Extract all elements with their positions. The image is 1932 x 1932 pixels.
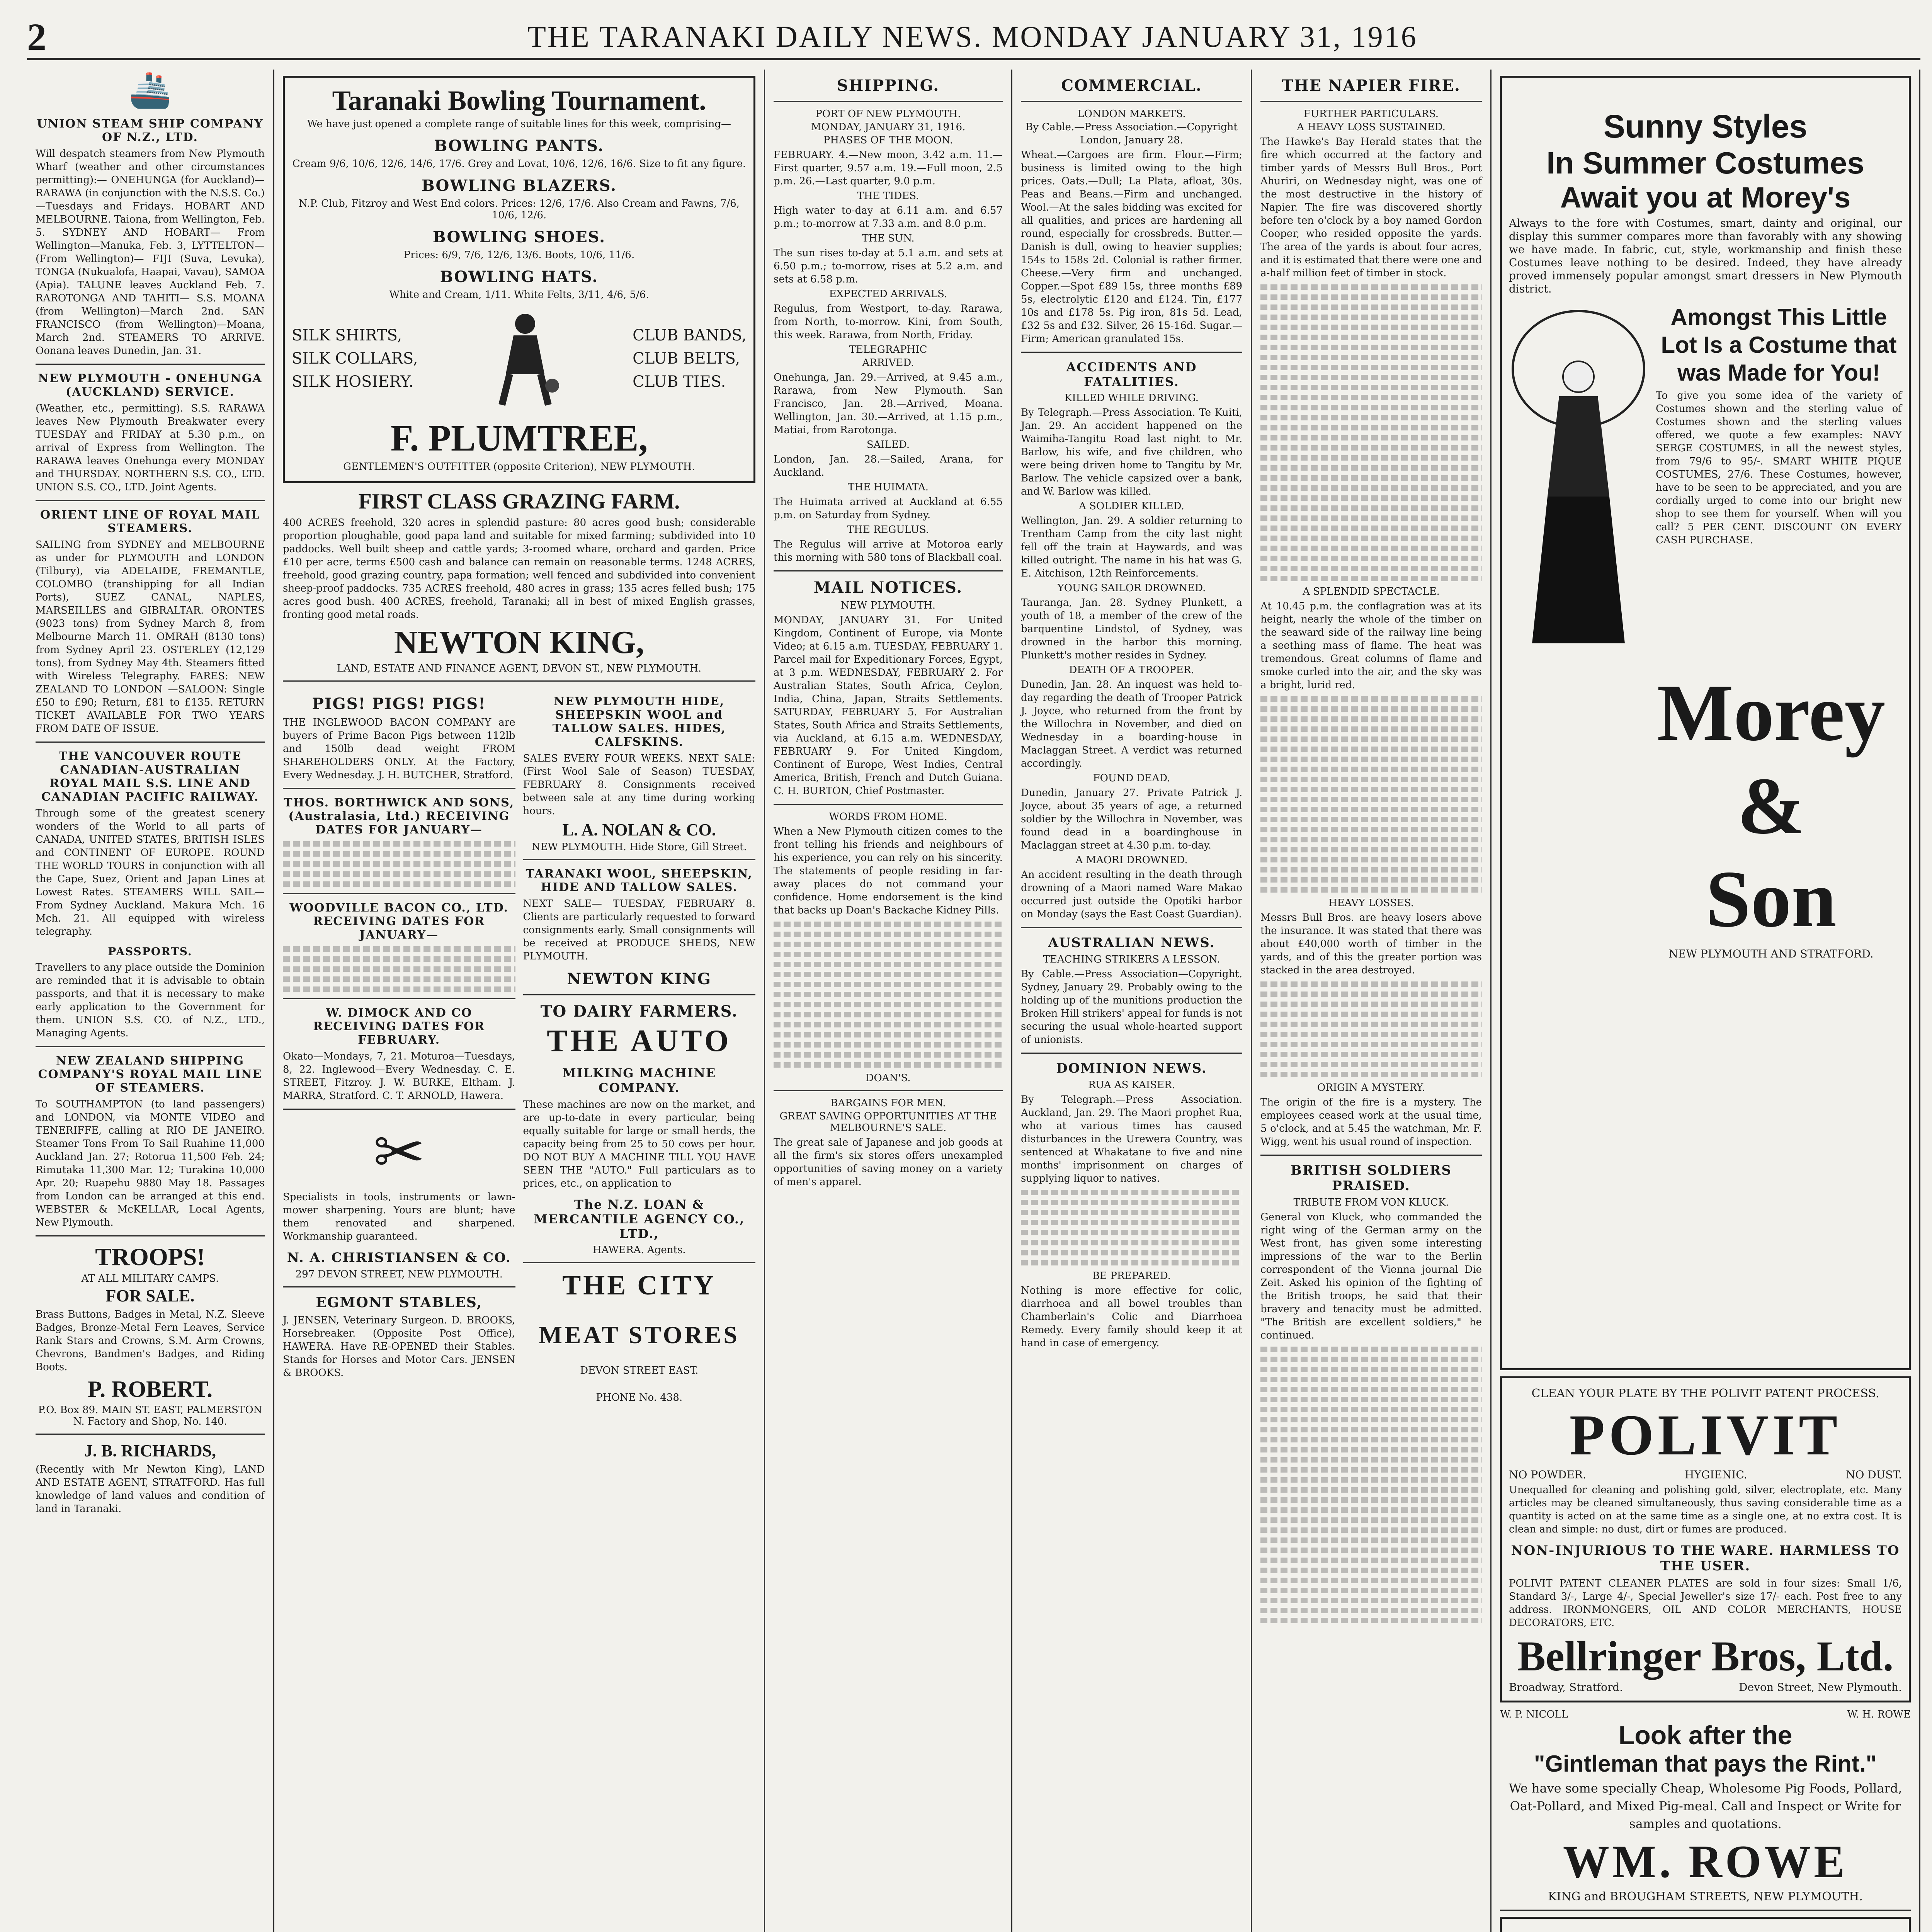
divider — [523, 994, 756, 995]
mail-title: MAIL NOTICES. — [813, 578, 963, 597]
divider — [1021, 1053, 1242, 1054]
words-text: When a New Plymouth citizen comes to the front telling his friends and neighbours of his experience, you can rely on his sincerity. The statements of people residing in far-away places do not command your confidence. Home endorsement is the kind that backs up Doan's Backache Kidney Pills. — [774, 826, 1003, 916]
lady-illustration — [1509, 303, 1648, 651]
pigs-title: PIGS! PIGS! PIGS! — [312, 695, 486, 713]
troops-title: TROOPS! — [95, 1243, 205, 1270]
list-item: CLUB BANDS, — [633, 327, 747, 344]
maori-text: An accident resulting in the death through drowning of a Maori named Ware Makao occurred just outside the Opotiki harbor on Monday (says the East Coast Guardian). — [1021, 869, 1242, 920]
text-lines — [1021, 1190, 1242, 1265]
divider — [283, 998, 515, 999]
list-item: SILK HOSIERY. — [292, 373, 414, 391]
divider — [774, 570, 1003, 571]
hides-title: NEW PLYMOUTH HIDE, SHEEPSKIN WOOL and TALLOW SALES. HIDES, CALFSKINS. — [552, 695, 726, 749]
phone-number: PHONE No. 438. — [596, 1392, 683, 1403]
polivit-feature: HYGIENIC. — [1685, 1468, 1747, 1481]
loan-title: The N.Z. LOAN & MERCANTILE AGENCY CO., LTD., — [534, 1197, 745, 1241]
text-lines — [1260, 981, 1482, 1077]
accidents-title: ACCIDENTS AND FATALITIES. — [1066, 360, 1197, 389]
divider — [1260, 1155, 1482, 1156]
regulus-text: The Regulus will arrive at Motoroa early this morning with 580 tons of Blackball coal. — [774, 539, 1003, 563]
scissors-text: Specialists in tools, instruments or lawn-mower sharpening. Yours are blunt; have them renovated and sharpened. Workmanship guaranteed. — [283, 1191, 515, 1242]
found-text: Dunedin, January 27. Private Patrick J. Joyce, about 35 years of age, a returned soldier by the Willochra in November, was found dead in a boardinghouse in Maclaggan street at 4.30 p.m. to-day. — [1021, 787, 1242, 851]
rowe-tag: Look after the — [1618, 1721, 1793, 1750]
egmont-title: EGMONT STABLES, — [316, 1294, 483, 1311]
date-line: MONDAY, JANUARY 31, 1916. — [811, 121, 966, 133]
dairy-title: TO DAIRY FARMERS. — [540, 1002, 738, 1020]
plumtree-sub: GENTLEMEN'S OUTFITTER (opposite Criterion), NEW PLYMOUTH. — [343, 461, 695, 473]
christiansen-name: N. A. CHRISTIANSEN & CO. — [287, 1250, 511, 1265]
divider — [36, 1434, 265, 1435]
farm-text: 400 ACRES freehold, 320 acres in splendid pasture: 80 acres good bush; considerable proportion ploughable, good papa land and suitable for mixed farming; subdivided into 10 paddocks. Well built sheep and cattle yards; 3-roomed whare, orchard and garden. Price £10 per acre, terms £500 cash and balance can remain on reasonable terms. 1248 ACRES, freehold, good grazing country, papa formation; well fenced and subdivided into convenient sheep-proof paddocks. 735 ACRES freehold, 480 acres in grass; 135 acres felled bush; 175 acres good bush. 400 ACRES, freehold, Taranaki; all in best of mixed English grasses, fronting good metal roads. — [283, 517, 755, 621]
masthead — [27, 15, 1920, 60]
usc-text: Will despatch steamers from New Plymouth Wharf (weather and other circumstances permitting):— ONEHUNGA (for Auckland)— RARAWA (in conjunction with the N.S.S. Co.)—Tuesdays and Fridays. HOBART AND MELBOURNE. Taiona, from Wellington, Feb. 5. SYDNEY AND HOBART— From Wellington—Manuka, Feb. 3, LYTTELTON— (From Wellington)— FIJI (Suva, Levuka), TONGA (Nukualofa, Haapai, Vavau), SAMOA (Apia). TALUNE leaves Auckland Feb. 7. RAROTONGA AND TAHITI— S.S. MOANA (from Wellington)—March 2nd. SAN FRANCISCO (from Wellington)—Moana, March 2nd. STEAMERS TO ARRIVE. Oonana leaves Dunedin, Jan. 31. — [36, 148, 265, 357]
woodville-title: WOODVILLE BACON CO., LTD. RECEIVING DATES FOR JANUARY— — [289, 901, 509, 942]
london-date: London, January 28. — [1080, 134, 1183, 146]
shoes-text: Prices: 6/9, 7/6, 12/6, 13/6. Boots, 10/6, 11/6. — [403, 249, 635, 261]
maori-title: A MAORI DROWNED. — [1075, 854, 1188, 866]
text-lines — [283, 946, 515, 992]
nzsc-title: NEW ZEALAND SHIPPING COMPANY'S ROYAL MAIL LINE OF STEAMERS. — [38, 1054, 262, 1095]
taranaki-wool-title: TARANAKI WOOL, SHEEPSKIN, HIDE AND TALLOW SALES. — [526, 867, 753, 894]
bargains-text: The great sale of Japanese and job goods at all the firm's six stores offers unexampled opportunities of saving money on a variety of men's apparel. — [774, 1137, 1003, 1188]
press-line: By Cable.—Press Association.—Copyright — [1026, 121, 1238, 133]
divider — [283, 893, 515, 894]
kluck-text: General von Kluck, who commanded the right wing of the German army on the West front, has given some interesting impressions of the war to the Berlin correspondent of the Vienna journal Die Zeit. Asked his opinion of the fighting of the British troops, he said that their bravery and tenacity must be admitted. "The British are excellent soldiers," he continued. — [1260, 1211, 1482, 1341]
morey-ad — [1500, 76, 1911, 1370]
rowe-text: We have some specially Cheap, Wholesome Pig Foods, Pollard, Oat-Pollard, and Mixed Pig-meal. Call and Inspect or Write for samples and quotations. — [1509, 1781, 1902, 1831]
divider — [36, 1235, 265, 1236]
doans: DOAN'S. — [866, 1072, 911, 1084]
await-headline: Await you at Morey's — [1560, 181, 1851, 214]
fire-title: THE NAPIER FIRE. — [1282, 77, 1461, 95]
nolan-name: L. A. NOLAN & CO. — [562, 820, 716, 839]
city-title: THE CITY — [562, 1270, 716, 1301]
fire-text: The Hawke's Bay Herald states that the fire which occurred at the factory and timber yards of Messrs Bull Bros., Port Ahuriri, on Wednesday night, was one of the most destructive in the history of Napier. The fire was discovered shortly before ten o'clock by a boy named Gordon Cooper, who resided opposite the yards. The area of the yards is about four acres, and it is estimated that there were one and a-half million feet of timber in stock. — [1260, 136, 1482, 279]
morey-sub: NEW PLYMOUTH AND STRATFORD. — [1668, 947, 1874, 960]
column-1 — [27, 70, 274, 1932]
divider — [283, 1286, 515, 1287]
borthwick-title: THOS. BORTHWICK AND SONS, (Australasia, Ltd.) RECEIVING DATES FOR JANUARY— — [284, 796, 515, 837]
hats-text: White and Cream, 1/11. White Felts, 3/11, 4/6, 5/6. — [389, 289, 649, 301]
list-item: SILK SHIRTS, — [292, 327, 402, 344]
rowe-addr: KING and BROUGHAM STREETS, NEW PLYMOUTH. — [1548, 1890, 1863, 1903]
lady-illustration-svg — [1509, 303, 1648, 651]
bellringer-addr: Devon Street, New Plymouth. — [1739, 1681, 1902, 1694]
polivit-ad — [1500, 1376, 1911, 1702]
pigs-text: THE INGLEWOOD BACON COMPANY are buyers of Prime Bacon Pigs between 112lb and 150lb dead weight FROM SHAREHOLDERS ONLY. At the Factory, Every Wednesday. J. H. BUTCHER, Stratford. — [283, 717, 515, 781]
driving-title: KILLED WHILE DRIVING. — [1064, 392, 1199, 404]
divider — [774, 1090, 1003, 1091]
divider — [36, 500, 265, 501]
text-lines — [1260, 284, 1482, 581]
blazers-text: N.P. Club, Fitzroy and West End colors. Prices: 12/6, 17/6. Also Cream and Fawns, 7/6, 10/6, 12/6. — [299, 198, 740, 221]
tides-title: THE TIDES. — [857, 190, 919, 202]
mail-text: MONDAY, JANUARY 31. For United Kingdom, Continent of Europe, via Monte Video; at 6.15 a.m. TUESDAY, FEBRUARY 1. Parcel mail for Expeditionary Forces, Egypt, at 3 p.m. WEDNESDAY, FEBRUARY 2. For Australian States, South Africa, Ceylon, India, China, Japan, Straits Settlements. SATURDAY, FEBRUARY 5. For Australian States, South Africa and Straits Settlements, via Auckland, at 6.15 a.m. WEDNESDAY, FEBRUARY 9. For United Kingdom, Continent of Europe, West Indies, Central America, British, French and Dutch Guiana. C. H. BURTON, Chief Postmaster. — [774, 614, 1003, 797]
divider — [36, 742, 265, 743]
text-lines — [774, 922, 1003, 1068]
words-title: WORDS FROM HOME. — [829, 811, 947, 823]
robert-name: P. ROBERT. — [88, 1376, 213, 1402]
plumtree-name: F. PLUMTREE, — [390, 417, 648, 459]
dimock-title: W. DIMOCK AND CO RECEIVING DATES FOR FEBRUARY. — [313, 1006, 485, 1047]
auto-sub: MILKING MACHINE COMPANY. — [562, 1066, 716, 1095]
sun-text: The sun rises to-day at 5.1 a.m. and sets at 6.50 p.m.; to-morrow, rises at 5.2 a.m. and sets at 6.58 p.m. — [774, 247, 1003, 285]
polivit-name: POLIVIT — [1569, 1403, 1842, 1467]
morey-name: Morey & — [1657, 668, 1885, 851]
taranaki-wool-text: NEXT SALE— TUESDAY, FEBRUARY 8. Clients are particularly requested to forward consignments early. Small consignments will be received at PRODUCE SHEDS, NEW PLYMOUTH. — [523, 898, 755, 962]
divider — [774, 101, 1003, 102]
divider — [523, 859, 756, 860]
expected-text: Regulus, from Westport, to-day. Rarawa, from North, to-morrow. Kini, from South, this week. Rarawa, from North, Friday. — [774, 303, 1003, 341]
furniture-ad — [1500, 1917, 1911, 1932]
divider — [523, 1262, 756, 1263]
british-title: BRITISH SOLDIERS PRAISED. — [1291, 1163, 1452, 1194]
steamship-icon: 🚢 — [128, 70, 172, 110]
bowling-ad — [283, 76, 755, 483]
divider — [283, 680, 755, 682]
tides-text: High water to-day at 6.11 a.m. and 6.57 p.m.; to-morrow at 7.33 a.m. and 8.0 p.m. — [774, 205, 1003, 230]
telegraphic-title: TELEGRAPHIC — [849, 344, 927, 355]
driving-text: By Telegraph.—Press Association. Te Kuiti, Jan. 29. An accident happened on the Waimiha-Tangitu Road last night to Mr. Barlow, his wife, and five children, who were being driven home to Tangitu by Mr. Barlow. The vehicle capsized over a bank, and W. Barlow was killed. — [1021, 407, 1242, 497]
christiansen-sub: 297 DEVON STREET, NEW PLYMOUTH. — [295, 1269, 503, 1280]
sailor-text: Tauranga, Jan. 28. Sydney Plunkett, a youth of 18, a member of the crew of the barquentine Lindstol, of Sydney, was drowned in the harbor this morning. Plunkett's mother resides in Sydney. — [1021, 597, 1242, 661]
couch-illustration — [1509, 1926, 1685, 1932]
sailed-text: London, Jan. 28.—Sailed, Arana, for Auckland. — [774, 454, 1003, 478]
rua-text: By Telegraph.—Press Association. Auckland, Jan. 29. The Maori prophet Rua, who at various times has caused disturbances in the Urewera Country, was sentenced at Whakatane to five and nine months' imprisonment on charges of supplying liquor to natives. — [1021, 1094, 1242, 1184]
trooper-title: DEATH OF A TROOPER. — [1069, 664, 1194, 676]
amongst-headline: Amongst This Little Lot Is a Costume that was Made for You! — [1661, 304, 1897, 386]
moon-title: PHASES OF THE MOON. — [823, 134, 953, 146]
orient-title: ORIENT LINE OF ROYAL MAIL STEAMERS. — [40, 508, 260, 535]
amongst-text: To give you some idea of the variety of Costumes shown and the sterling value of Costumes shown and the sterling values offered, we quote a few examples: NAVY SERGE COSTUMES, in all the newest styles, from 79/6 to 95/-. SMART WHITE PIQUE COSTUMES, 27/6. These Costumes, however, have to be seen to be appreciated, and you are cordially urged to come into our bright new shop to see them for yourself. When will you call? 5 PER CENT. DISCOUNT ON EVERY CASH PURCHASE. — [1656, 390, 1902, 546]
robert-addr: P.O. Box 89. MAIN ST. EAST, PALMERSTON N. Factory and Shop, No. 140. — [38, 1404, 262, 1427]
huimata-text: The Huimata arrived at Auckland at 6.55 p.m. on Saturday from Sydney. — [774, 496, 1003, 521]
text-lines — [283, 841, 515, 887]
polivit-feature: NO DUST. — [1845, 1468, 1902, 1481]
rowe-name: WM. ROWE — [1563, 1836, 1848, 1887]
bowling-title: Taranaki Bowling Tournament. — [332, 85, 706, 116]
divider — [1021, 927, 1242, 928]
column-4 — [1012, 70, 1252, 1932]
divider — [283, 788, 515, 789]
kluck-title: TRIBUTE FROM VON KLUCK. — [1293, 1197, 1449, 1208]
arrived-title: ARRIVED. — [862, 357, 914, 369]
sun-title: THE SUN. — [862, 233, 915, 244]
strikers-title: TEACHING STRIKERS A LESSON. — [1043, 954, 1220, 965]
rowe-ad — [1500, 1709, 1911, 1903]
list-item: CLUB BELTS, — [633, 350, 740, 367]
bargains-title: BARGAINS FOR MEN. — [830, 1097, 946, 1109]
mail-sub: NEW PLYMOUTH. — [840, 600, 936, 611]
origin-text: The origin of the fire is a mystery. The employees ceased work at the usual time, 5 o'clock, and at 5.45 the watchman, Mr. F. Wigg, went his usual round of inspection. — [1260, 1097, 1482, 1148]
passports-title: PASSPORTS. — [108, 945, 192, 958]
list-item: SILK COLLARS, — [292, 350, 418, 367]
polivit-top: CLEAN YOUR PLATE BY THE POLIVIT PATENT PROCESS. — [1531, 1387, 1879, 1400]
found-title: FOUND DEAD. — [1093, 772, 1170, 784]
losses-title: HEAVY LOSSES. — [1328, 897, 1414, 909]
text-lines — [1260, 1347, 1482, 1623]
sunny-headline: Sunny Styles — [1603, 108, 1808, 145]
rowe-head: W. P. NICOLL — [1500, 1709, 1568, 1720]
nzsc-text: To SOUTHAMPTON (to land passengers) and LONDON, via MONTE VIDEO and TENERIFFE, calling at RIO DE JANEIRO. Steamer Tons From To Sail Ruahine 11,000 Auckland Jan. 27; Rotorua 11,500 Feb. 24; Rimutaka 11,300 Mar. 12; Turakina 10,000 Apr. 20; Ruapehu 9880 May 18. Passages from London can be arranged at this end. WEBSTER & McKELLAR, Local Agents, New Plymouth. — [36, 1099, 265, 1228]
polivit-feature: NO POWDER. — [1509, 1468, 1586, 1481]
soldier-title: A SOLDIER KILLED. — [1079, 500, 1184, 512]
dominion-title: DOMINION NEWS. — [1056, 1061, 1207, 1076]
column-5 — [1252, 70, 1492, 1932]
troops-sub: AT ALL MILITARY CAMPS. — [81, 1273, 219, 1284]
nolan-sub: NEW PLYMOUTH. Hide Store, Gill Street. — [531, 841, 747, 853]
meat-sub: DEVON STREET EAST. — [580, 1365, 699, 1376]
pants-title: BOWLING PANTS. — [434, 137, 604, 155]
column-2 — [274, 70, 765, 1932]
vancouver-text: Through some of the greatest scenery wonders of the World to all parts of CANADA, UNITED STATES, BRITISH ISLES and CONTINENT OF EUROPE. ROUND THE WORLD TOURS in conjunction with all the Cape, Suez, Orient and Japan Lines at Lowest Rates. STEAMERS WILL SAIL— From Sydney Auckland. Makura Mch. 16 Mch. 21. All equipped with wireless telegraphy. — [36, 808, 265, 937]
column-6 — [1492, 70, 1920, 1932]
auto-title: THE AUTO — [547, 1024, 732, 1058]
blazers-title: BOWLING BLAZERS. — [421, 177, 617, 195]
vancouver-title: THE VANCOUVER ROUTE CANADIAN-AUSTRALIAN ROYAL MAIL S.S. LINE AND CANADIAN PACIFIC RAILWAY. — [41, 750, 259, 804]
summer-headline: In Summer Costumes — [1546, 146, 1864, 180]
farm-title: FIRST CLASS GRAZING FARM. — [358, 490, 680, 514]
shipping-title: SHIPPING. — [837, 77, 940, 95]
son-name: Son — [1706, 854, 1837, 944]
newtonking-2: NEWTON KING — [567, 970, 711, 988]
spectacle-text: At 10.45 p.m. the conflagration was at its height, nearly the whole of the timber on the seaward side of the railway line being a seething mass of flame. The heat was tremendous. Great columns of flame and smoke curled into the air, and the sky was a bright, lurid red. — [1260, 600, 1482, 691]
polivit-text: Unequalled for cleaning and polishing gold, silver, electroplate, etc. Many articles may be cleaned simultaneously, thus saving considerable time as a quantity is acted on at the same time as a single one, at no extra cost. It is clean and simple: no dust, dirt or fumes are produced. — [1509, 1484, 1902, 1535]
port-title: PORT OF NEW PLYMOUTH. — [815, 108, 961, 120]
prepared-title: BE PREPARED. — [1092, 1270, 1171, 1282]
divider — [1500, 1910, 1911, 1911]
divider — [774, 804, 1003, 805]
scissors-icon: ✂ — [373, 1116, 425, 1188]
dimock-text: Okato—Mondays, 7, 21. Moturoa—Tuesdays, 8, 22. Inglewood—Every Wednesday. C. E. STREET, Fitzroy. J. W. BURKE, Eltham. J. MARRA, Stratford. C. T. ARNOLD, Hawera. — [283, 1051, 515, 1102]
divider — [36, 364, 265, 365]
bargains-sub: GREAT SAVING OPPORTUNITIES AT THE MELBOURNE'S SALE. — [779, 1111, 997, 1134]
strikers-text: By Cable.—Press Association—Copyright. Sydney, January 29. Probably owing to the holding up of the munitions production the Broken Hill strikers' appeal for funds is not securing the usual whole-hearted support of unionists. — [1021, 968, 1242, 1046]
divider — [1021, 101, 1242, 102]
hats-title: BOWLING HATS. — [440, 268, 599, 286]
nplo-text: (Weather, etc., permitting). S.S. RARAWA leaves New Plymouth Breakwater every TUESDAY and FRIDAY at 5.30 p.m., on arrival of Express from Wellington. The RARAWA leaves Onehunga every MONDAY and THURSDAY. NORTHERN S.S. CO., LTD. UNION S.S. CO., LTD. Joint Agents. — [36, 403, 265, 493]
rowe-head: W. H. ROWE — [1847, 1709, 1911, 1720]
pants-text: Cream 9/6, 10/6, 12/6, 14/6, 17/6. Grey and Lovat, 10/6, 12/6, 16/6. Size to fit any figure. — [292, 158, 746, 170]
commercial-title: COMMERCIAL. — [1061, 77, 1202, 95]
rua-title: RUA AS KAISER. — [1088, 1079, 1175, 1091]
list-item: CLUB TIES. — [633, 373, 726, 391]
divider — [1021, 352, 1242, 353]
expected-title: EXPECTED ARRIVALS. — [829, 288, 947, 300]
sunny-text: Always to the fore with Costumes, smart, dainty and original, our display this summer compares more than favorably with any showing we have made. In fabric, cut, style, workmanship and finish these Costumes leave nothing to be desired. Indeed, they have already proved immensely popular amongst smart dressers in New Plymouth district. — [1509, 217, 1902, 295]
sailor-title: YOUNG SAILOR DROWNED. — [1057, 582, 1206, 594]
origin-title: ORIGIN A MYSTERY. — [1317, 1082, 1425, 1094]
richards-text: (Recently with Mr Newton King), LAND AND ESTATE AGENT, STRATFORD. Has full knowledge of land values and condition of land in Taranaki. — [36, 1464, 265, 1515]
markets-text: Wheat.—Cargoes are firm. Flour.—Firm; business is limited owing to the high prices. Oats.—Dull; La Plata, afloat, 30s. Peas and Beans.—Firm and unchanged. Wool.—At the sales bidding was excited for all qualities, and prices are hardening all round, especially for crossbreds. Butter.—Danish is dull, owing to heavier supplies; 154s to 158s 2d. Colonial is rather firmer. Cheese.—Very firm and unchanged. Copper.—Spot £89 15s, three months £89 5s, electrolytic £120 and £124. Tin, £177 10s and £178 5s. Pig iron, 81s 5d. Lead, £32 5s and £32. Silver, 26 15-16d. Sugar.—Firm; American granulated 15s. — [1021, 149, 1242, 345]
bellringer-addr: Broadway, Stratford. — [1509, 1681, 1623, 1694]
richards-name: J. B. RICHARDS, — [84, 1441, 216, 1460]
newtonking-sub: LAND, ESTATE AND FINANCE AGENT, DEVON ST., NEW PLYMOUTH. — [337, 663, 702, 674]
aus-title: AUSTRALIAN NEWS. — [1048, 935, 1215, 951]
egmont-text: J. JENSEN, Veterinary Surgeon. D. BROOKS, Horsebreaker. (Opposite Post Office), HAWERA. Have RE-OPENED their Stables. Stands for Horses and Motor Cars. JENSEN & BROOKS. — [283, 1315, 515, 1379]
prepared-text: Nothing is more effective for colic, diarrhoea and all bowel troubles than Chamberlain's Colic and Diarrhoea Remedy. Every family should keep it at hand in case of emergency. — [1021, 1285, 1242, 1349]
usc-title: UNION STEAM SHIP COMPANY OF N.Z., LTD. — [37, 117, 264, 144]
losses-text: Messrs Bull Bros. are heavy losers above the insurance. It was stated that there was about £40,000 worth of timber in the yards, and of this the greater portion was stacked in the area destroyed. — [1260, 912, 1482, 976]
divider — [1260, 101, 1482, 102]
bowler-illustration — [486, 308, 564, 409]
spectacle-title: A SPLENDID SPECTACLE. — [1303, 586, 1440, 597]
loan-sub: HAWERA. Agents. — [592, 1244, 686, 1256]
page-number: 2 — [27, 15, 48, 58]
divider — [283, 1109, 515, 1110]
huimata-title: THE HUIMATA. — [847, 481, 929, 493]
rowe-tag-2: "Gintleman that pays the Rint." — [1534, 1751, 1877, 1777]
sailed-title: SAILED. — [866, 439, 910, 451]
bowling-intro: We have just opened a complete range of suitable lines for this week, comprising— — [307, 118, 731, 130]
regulus-title: THE REGULUS. — [847, 524, 929, 536]
orient-text: SAILING from SYDNEY and MELBOURNE as under for PLYMOUTH and LONDON (Tilbury), via ADELAIDE, FREMANTLE, COLOMBO (transhipping for all Indian Ports), SUEZ CANAL, NAPLES, MARSEILLES and GIBRALTAR. ORONTES (9023 tons) from Sydney March 8, from Melbourne March 11. OMRAH (8130 tons) from Sydney April 23. OSTERLEY (12,129 tons), from Sydney May 4th. Steamers fitted with Wireless Telegraphy. FARES: NEW ZEALAND TO LONDON —SALOON: Single £50 to £90; Return, £81 to £135. RETURN TICKET AVAILABLE FOR TWO YEARS FROM DATE OF ISSUE. — [36, 539, 265, 735]
nplo-title: NEW PLYMOUTH - ONEHUNGA (AUCKLAND) SERVICE. — [38, 372, 262, 399]
soldier-text: Wellington, Jan. 29. A soldier returning to Trentham Camp from the city last night fell off the train at Haywards, and was killed outright. The name in his hat was G. E. Aitchison, 12th Reinforcements. — [1021, 515, 1242, 579]
forsale-title: FOR SALE. — [105, 1286, 195, 1305]
meat-title: MEAT STORES — [539, 1321, 740, 1349]
shoes-title: BOWLING SHOES. — [432, 228, 606, 246]
further-title: FURTHER PARTICULARS. — [1303, 108, 1439, 120]
newtonking-name: NEWTON KING, — [394, 624, 645, 660]
moon-text: FEBRUARY. 4.—New moon, 3.42 a.m. 11.—First quarter, 9.57 a.m. 19.—Full moon, 2.5 p.m. 26.—Last quarter, 9.0 p.m. — [774, 149, 1003, 187]
polivit-text-2: POLIVIT PATENT CLEANER PLATES are sold in four sizes: Small 1/6, Standard 3/-, Large 4/-, Special Jeweller's size 17/- each. Post free to any address. IRONMONGERS, OIL AND COLOR MERCHANTS, HOUSE DECORATORS, ETC. — [1509, 1578, 1902, 1629]
trooper-text: Dunedin, Jan. 28. An inquest was held to-day regarding the death of Trooper Patrick J. Joyce, who returned from the front by the Willochra in November, and died on Wednesday in a boarding-house in Maclaggan Street. A verdict was returned accordingly. — [1021, 679, 1242, 769]
arrived-text: Onehunga, Jan. 29.—Arrived, at 9.45 a.m., Rarawa, from New Plymouth. San Francisco, Jan. 28.—Arrived, Moana. Wellington, Jan. 30.—Arrived, at 1.15 p.m., Matiai, from Rarotonga. — [774, 372, 1003, 436]
london-title: LONDON MARKETS. — [1077, 108, 1186, 120]
forsale-text: Brass Buttons, Badges in Metal, N.Z. Sleeve Badges, Bronze-Metal Fern Leaves, Service Rank Stars and Crowns, S.M. Arm Crowns, Chevrons, Bandmen's Badges, and Riding Boots. — [36, 1309, 265, 1373]
text-lines — [1260, 696, 1482, 893]
hides-text: SALES EVERY FOUR WEEKS. NEXT SALE: (First Wool Sale of Season) TUESDAY, FEBRUARY 8. Consignments received between sale at any time during working hours. — [523, 753, 755, 817]
divider — [36, 1046, 265, 1047]
heavy-title: A HEAVY LOSS SUSTAINED. — [1297, 121, 1446, 133]
passports-text: Travellers to any place outside the Dominion are reminded that it is advisable to obtain passports, and that it is necessary to make early application to the Government for them. UNION S.S. CO. of N.Z., LTD., Managing Agents. — [36, 962, 265, 1039]
bellringer-name: Bellringer Bros, Ltd. — [1517, 1633, 1894, 1680]
auto-text: These machines are now on the market, and are up-to-date in every particular, being equally suitable for large or small herds, the capacity being from 25 to 50 cows per hour. DO NOT BUY A MACHINE TILL YOU HAVE SEEN THE "AUTO." Full particulars as to prices, etc., on application to — [523, 1099, 755, 1189]
harmless-line: NON-INJURIOUS TO THE WARE. HARMLESS TO THE USER. — [1511, 1543, 1900, 1574]
column-3 — [765, 70, 1012, 1932]
newspaper-title: THE TARANAKI DAILY NEWS. MONDAY JANUARY 31, 1916 — [527, 20, 1418, 53]
